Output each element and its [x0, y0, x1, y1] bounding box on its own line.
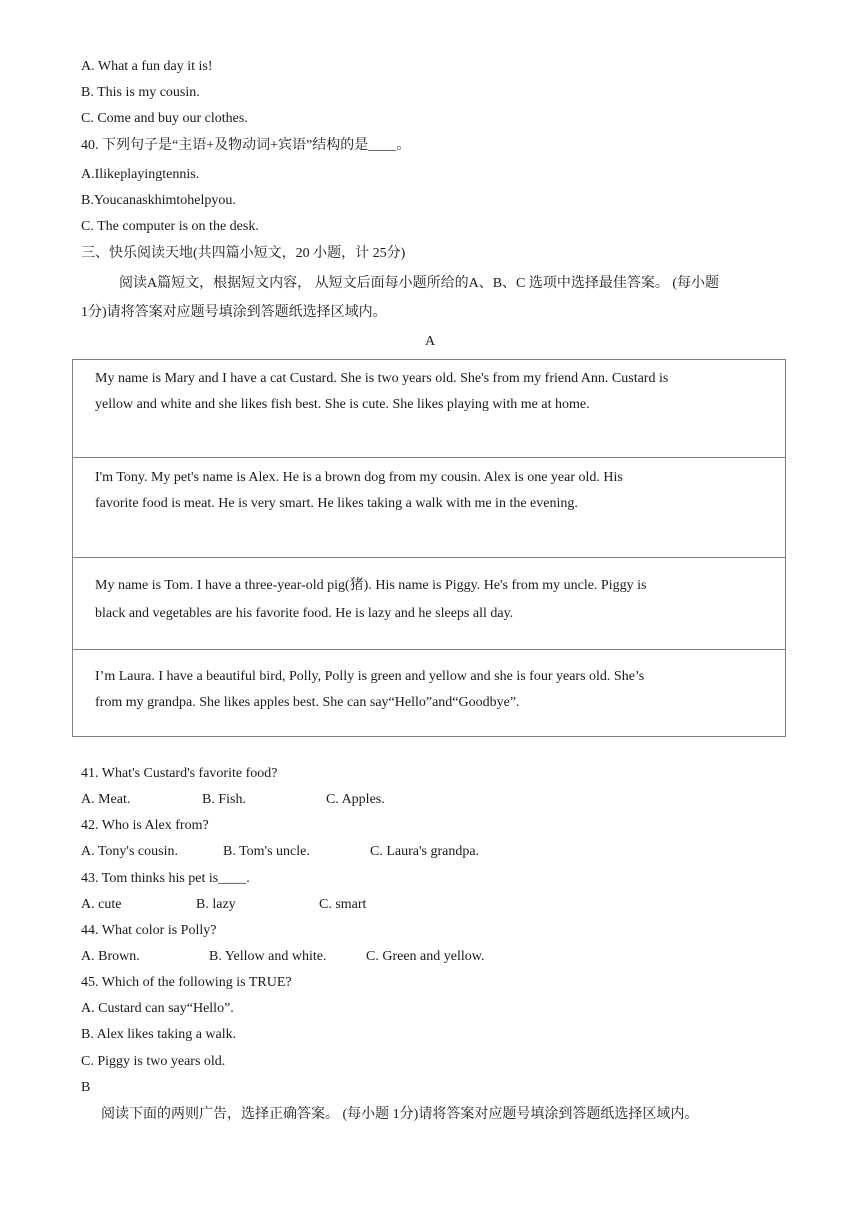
section-b-label: B — [81, 1080, 91, 1095]
passage-mary-text: My name is Mary and I have a cat Custard. She is two years old. She's from my friend Ann. Custard is yellow and white and she likes fish best. She is cute. She likes playing with me at home. — [95, 371, 669, 412]
q43-option-a: A. cute — [81, 897, 122, 912]
q45-question: 45. Which of the following is TRUE? — [81, 975, 292, 990]
q42-question: 42. Who is Alex from? — [81, 818, 209, 833]
q40-question: 40. 下列句子是“主语+及物动词+宾语”结构的是____。 — [81, 138, 411, 153]
passage-mary — [73, 360, 785, 457]
q41-question: 41. What's Custard's favorite food? — [81, 766, 278, 781]
section-b-instruction: 阅读下面的两则广告，选择正确答案。 (每小题 1分)请将答案对应题号填涂到答题纸选择区域内。 — [101, 1107, 699, 1122]
section3-instruction-line1: 阅读A篇短文，根据短文内容， 从短文后面每小题所给的A、B、C 选项中选择最佳答案。 (每小题 — [119, 276, 720, 291]
q40-option-b: B.Youcanaskhimtohelpyou. — [81, 193, 236, 208]
q39-option-b: B. This is my cousin. — [81, 85, 200, 100]
q39-option-c: C. Come and buy our clothes. — [81, 111, 248, 126]
q43-question: 43. Tom thinks his pet is____. — [81, 871, 250, 886]
q45-option-c: C. Piggy is two years old. — [81, 1054, 226, 1069]
q42-option-a: A. Tony's cousin. — [81, 844, 178, 859]
passage-tom — [73, 557, 785, 649]
passage-tony — [73, 457, 785, 557]
q44-option-b: B. Yellow and white. — [209, 949, 327, 964]
q39-option-a: A. What a fun day it is! — [81, 59, 213, 74]
q45-option-a: A. Custard can say“Hello”. — [81, 1001, 234, 1016]
q42-option-b: B. Tom's uncle. — [223, 844, 310, 859]
q41-option-c: C. Apples. — [326, 792, 385, 807]
q41-option-a: A. Meat. — [81, 792, 131, 807]
q44-option-c: C. Green and yellow. — [366, 949, 485, 964]
passage-laura — [73, 649, 785, 737]
q41-option-b: B. Fish. — [202, 792, 246, 807]
q42-option-c: C. Laura's grandpa. — [370, 844, 480, 859]
passage-laura-text: I’m Laura. I have a beautiful bird, Polly, Polly is green and yellow and she is four years old. She’s from my grandpa. She likes apples best. She can say“Hello”and“Goodbye”. — [95, 669, 645, 710]
passages-table — [72, 359, 786, 737]
q40-option-a: A.Ilikeplayingtennis. — [81, 167, 200, 182]
q45-option-b: B. Alex likes taking a walk. — [81, 1027, 237, 1042]
q40-option-c: C. The computer is on the desk. — [81, 219, 259, 234]
q43-option-c: C. smart — [319, 897, 367, 912]
passage-tony-text: I'm Tony. My pet's name is Alex. He is a brown dog from my cousin. Alex is one year old. His favorite food is meat. He is very smart. He likes taking a walk with me in the evening. — [95, 470, 623, 511]
section3-instruction-line2: 1分)请将答案对应题号填涂到答题纸选择区域内。 — [81, 305, 387, 320]
q43-option-b: B. lazy — [196, 897, 236, 912]
q44-question: 44. What color is Polly? — [81, 923, 217, 938]
passage-label-a: A — [424, 334, 436, 349]
section3-heading: 三、快乐阅读天地(共四篇小短文，20 小题，计 25分) — [81, 246, 406, 261]
passage-tom-text: My name is Tom. I have a three-year-old pig(猪). His name is Piggy. He's from my uncle. Piggy is black and vegetables are his favorite food. He is lazy and he sleeps all day. — [95, 578, 647, 621]
q44-option-a: A. Brown. — [81, 949, 140, 964]
